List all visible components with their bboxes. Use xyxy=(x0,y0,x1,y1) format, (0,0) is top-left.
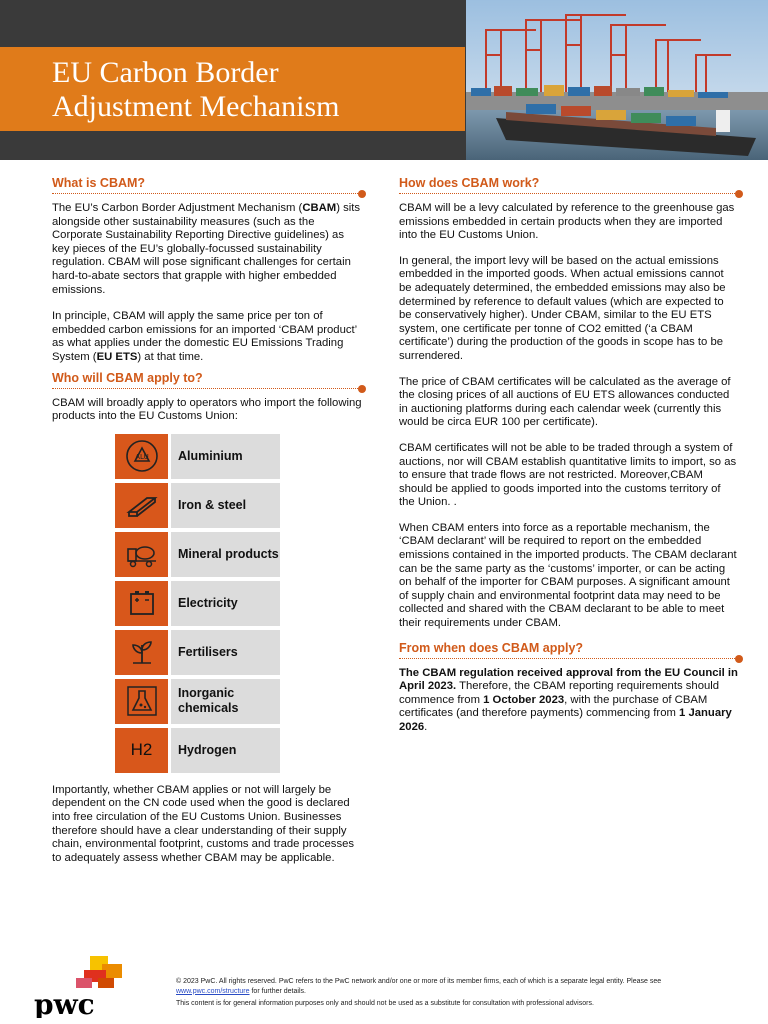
product-row-aluminium xyxy=(115,434,280,479)
paragraph-when-1 xyxy=(399,667,739,735)
section-heading-when xyxy=(399,641,739,659)
product-row-fertilisers xyxy=(115,630,280,675)
title-line-1: EU Carbon Border xyxy=(52,56,279,89)
svg-text:ALU: ALU xyxy=(134,453,149,462)
section-heading-who xyxy=(52,371,362,389)
page-title xyxy=(52,56,339,124)
footer-legal xyxy=(176,977,736,1009)
paragraph-closing: Importantly, whether CBAM applies or not will largely be dependent on the CN code used when the good is declared into free circulation of the EU Customs Union. Businesses therefore should have a clear understanding of their supply chain, environmental footprint, customs and trade processes to adequately assess whether CBAM may be applicable. xyxy=(52,783,355,864)
plant-icon xyxy=(115,630,168,675)
heading-rule xyxy=(399,193,739,194)
right-column xyxy=(399,176,739,735)
heading-text: How does CBAM work? xyxy=(399,176,540,190)
heading-text: From when does CBAM apply? xyxy=(399,640,584,655)
product-label: Hydrogen xyxy=(171,728,280,773)
paragraph-how-5: When CBAM enters into force as a reportable mechanism, the ‘CBAM declarant’ will be required to report on the embedded emissions contained in the imported products. The CBAM declarant can be the same party as the ‘customs’ importer, or can be acting on behalf of the importer for CBAM purposes. A significant amount of supply chain and environmental footprint data may need to be collected and shared with the CBAM declarant to be able to meet their requirements under CBAM. xyxy=(399,521,737,630)
text-run: for further details. xyxy=(249,987,306,995)
text-run: ) at that time. xyxy=(137,350,204,363)
product-row-inorganic xyxy=(115,679,280,724)
footer-line-2: This content is for general information purposes only and should not be used as a substitute for consultation with professional advisors. xyxy=(176,1000,594,1007)
heading-dot xyxy=(735,655,743,663)
text-run-bold: The CBAM regulation received approval from the EU Council in April 2023. xyxy=(399,666,738,693)
text-run: In principle, CBAM will apply the same price per ton of embedded carbon emissions for an imported ‘CBAM product’ as what applies under the domestic EU Emissions Trading System ( xyxy=(52,310,357,363)
heading-dot xyxy=(358,190,366,198)
paragraph-how-2: In general, the import levy will be based on the actual emissions embedded in the imported goods. When actual emissions cannot be adequately determined, the embedded emissions may also be determined by reference to default values (which are expected to be conservatively higher). Under CBAM, similar to the EU ETS system, one certificate per tonne of CO2 emitted (‘a CBAM certificate’) during the production of the goods in scope has to be surrendered. xyxy=(399,254,726,362)
heading-text: What is CBAM? xyxy=(52,176,146,190)
paragraph-how-3: The price of CBAM certificates will be calculated as the average of the closing prices of all auctions of EU ETS allowances conducted in auctioning platforms during each calendar week (currently this would be circa EUR 100 per certificate). xyxy=(399,375,731,429)
text-run-bold: 1 October 2023 xyxy=(483,693,565,706)
text-run: Therefore, the CBAM reporting requirements should commence from xyxy=(399,680,720,706)
recycle-alu-icon xyxy=(115,434,168,479)
product-row-electricity xyxy=(115,581,280,626)
product-row-hydrogen xyxy=(115,728,280,773)
product-label: Iron & steel xyxy=(171,483,280,528)
paragraph-what-1 xyxy=(52,202,362,297)
battery-icon xyxy=(115,581,168,626)
text-run-bold: CBAM xyxy=(302,202,337,214)
text-run: ) sits alongside other sustainability measures (such as the Corporate Sustainability Reporting Directive guidelines) as key pieces of the EU’s globally-focussed sustainability regulation. CBAM will pose significant challenges for certain hard-to-abate sectors that grapple with higher embedded emissions. xyxy=(52,202,361,296)
text-run: The EU’s Carbon Border Adjustment Mechanism ( xyxy=(52,202,303,214)
pwc-logo xyxy=(32,952,132,1018)
product-label: Mineral products xyxy=(171,532,280,577)
flask-icon xyxy=(115,679,168,724)
product-label: Electricity xyxy=(171,581,280,626)
paragraph-what-2 xyxy=(52,310,362,364)
product-list xyxy=(115,434,280,773)
section-heading-what xyxy=(52,176,362,194)
h2-icon-text: H2 xyxy=(130,740,153,760)
title-line-2: Adjustment Mechanism xyxy=(52,90,340,123)
structure-link[interactable]: www.pwc.com/structure xyxy=(176,987,250,995)
product-row-iron-steel xyxy=(115,483,280,528)
text-run: © 2023 PwC. All rights reserved. PwC refers to the PwC network and/or one or more of its member firms, each of which is a separate legal entity. Please see xyxy=(176,978,662,985)
paragraph-who-1: CBAM will broadly apply to operators who import the following products into the EU Customs Union: xyxy=(52,396,362,423)
heading-rule xyxy=(52,388,362,389)
section-heading-how xyxy=(399,176,739,194)
product-label: Inorganic chemicals xyxy=(171,679,280,724)
product-label: Fertilisers xyxy=(171,630,280,675)
left-column xyxy=(52,176,362,865)
product-row-mineral xyxy=(115,532,280,577)
heading-rule xyxy=(52,193,362,194)
heading-text: Who will CBAM apply to? xyxy=(52,370,203,385)
cement-truck-icon xyxy=(115,532,168,577)
paragraph-how-1: CBAM will be a levy calculated by reference to the greenhouse gas emissions embedded in certain products when they are imported into the EU Customs Union. xyxy=(399,202,735,242)
footer-line-1 xyxy=(176,977,736,996)
steel-beam-icon xyxy=(115,483,168,528)
product-label: Aluminium xyxy=(171,434,280,479)
heading-dot xyxy=(358,385,366,393)
port-cranes-photo xyxy=(466,0,768,160)
text-run-bold: EU ETS xyxy=(96,350,138,363)
heading-rule xyxy=(399,658,739,659)
heading-dot xyxy=(735,190,743,198)
paragraph-how-4: CBAM certificates will not be able to be traded through a system of auctions, nor will CBAM establish quantitative limits to import, so as to ensure that trade flows are not restricted. Moreover,CBAM should be applied to goods imported into the customs territory of the Union. . xyxy=(399,441,737,509)
text-run-bold: 1 January 2026 xyxy=(399,707,732,733)
pwc-logo-text: pwc xyxy=(34,988,95,1018)
h2-icon xyxy=(115,728,168,773)
text-run: , with the purchase of CBAM certificates (and therefore payments) commencing from xyxy=(399,693,708,720)
text-run: . xyxy=(424,721,428,733)
